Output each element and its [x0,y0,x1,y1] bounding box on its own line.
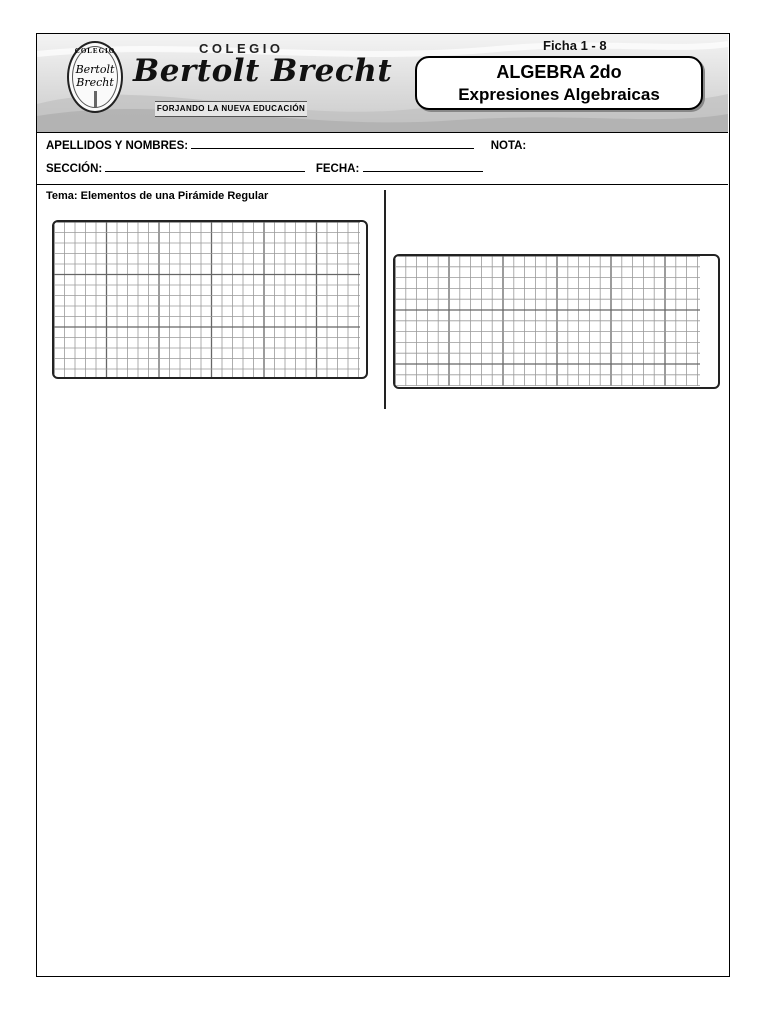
seal-name-text [69,63,121,89]
grid-paper-left [54,222,368,379]
grid-paper-right [395,256,720,389]
grid-box-left [52,220,368,379]
seal-line-2: Brecht [76,76,114,89]
school-prefix: COLEGIO [199,41,284,56]
section-field[interactable] [105,161,305,172]
column-divider [384,190,386,409]
student-info-form [37,132,728,185]
header-banner [37,34,728,133]
date-label: FECHA: [315,163,360,175]
form-row-names [46,138,526,152]
names-field[interactable] [191,138,474,149]
subject-title: ALGEBRA 2do [496,62,622,82]
grid-box-right [393,254,720,389]
torch-icon [94,91,97,107]
seal-line-1: Bertolt [75,63,115,76]
form-row-section [46,161,483,175]
names-label: APELLIDOS Y NOMBRES: [46,140,189,152]
school-name: Bertolt Brecht [133,53,393,89]
worksheet-page [36,33,730,977]
school-motto: FORJANDO LA NUEVA EDUCACIÓN [155,101,307,117]
grade-label: NOTA: [490,140,527,152]
school-seal-logo [67,41,123,113]
sheet-number: Ficha 1 - 8 [543,38,607,53]
section-label: SECCIÓN: [46,163,103,175]
topic-title: Expresiones Algebraicas [458,85,660,104]
date-field[interactable] [363,161,483,172]
seal-top-text: COLEGIO [74,47,116,55]
theme-heading: Tema: Elementos de una Pirámide Regular [46,190,269,202]
title-box [415,56,703,110]
